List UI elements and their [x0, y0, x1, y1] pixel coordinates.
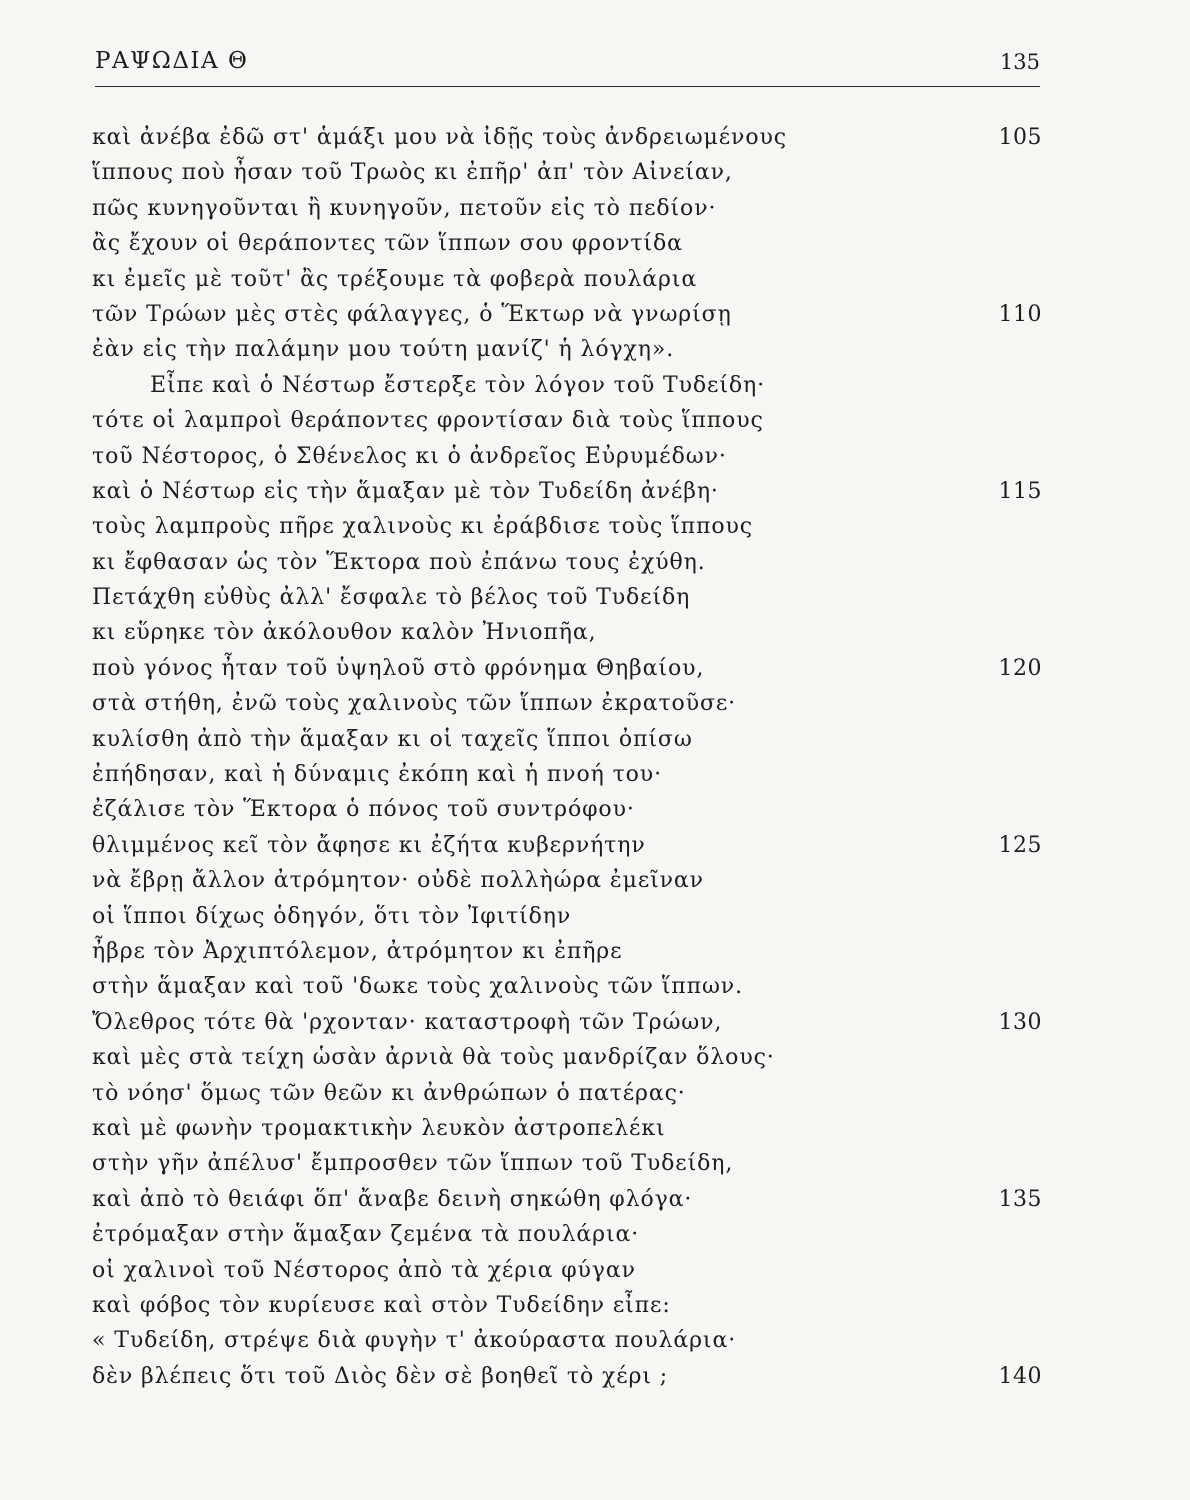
page-number: 135 — [999, 50, 1040, 74]
verse-text: καὶ ἀπὸ τὸ θειάφι ὅπ' ἄναβε δεινὴ σηκώθη φλόγα· — [92, 1186, 693, 1212]
verse-text: κι ἔφθασαν ὡς τὸν Ἕκτορα ποὺ ἐπάνω τους ἐχύθη. — [92, 549, 706, 575]
verse-text: τότε οἱ λαμπροὶ θεράποντες φροντίσαν διὰ τοὺς ἵππους — [92, 408, 764, 434]
verse-text: ἐπήδησαν, καὶ ἡ δύναμις ἐκόπη καὶ ἡ πνοή του· — [92, 762, 662, 788]
verse-line — [0, 1005, 1190, 1040]
verse-line — [0, 474, 1190, 509]
verse-line — [0, 545, 1190, 580]
verse-text: κι ἐμεῖς μὲ τοῦτ' ἂς τρέξουμε τὰ φοβερὰ πουλάρια — [92, 266, 698, 292]
verse-text: στὰ στήθη, ἐνῶ τοὺς χαλινοὺς τῶν ἵππων ἐκρατοῦσε· — [92, 691, 737, 717]
verse-text: τὸ νόησ' ὅμως τῶν θεῶν κι ἀνθρώπων ὁ πατέρας· — [92, 1080, 686, 1106]
line-number: 110 — [998, 301, 1042, 327]
verse-text: καὶ μὲ φωνὴν τρομακτικὴν λευκὸν ἀστροπελέκι — [92, 1115, 666, 1141]
verse-line — [0, 1111, 1190, 1146]
verse-line — [0, 828, 1190, 863]
verse-line — [0, 580, 1190, 615]
verse-text: στὴν γῆν ἀπέλυσ' ἔμπροσθεν τῶν ἵππων τοῦ Τυδείδη, — [92, 1151, 734, 1177]
verse-text: στὴν ἅμαξαν καὶ τοῦ 'δωκε τοὺς χαλινοὺς τῶν ἵππων. — [92, 974, 743, 1000]
verse-line — [0, 439, 1190, 474]
verse-text: ποὺ γόνος ἦταν τοῦ ὑψηλοῦ στὸ φρόνημα Θηβαίου, — [92, 655, 705, 681]
verse-line — [0, 1288, 1190, 1323]
chapter-title: ΡΑΨΩΔΙΑ Θ — [95, 48, 249, 74]
verse-text: ἐτρόμαξαν στὴν ἅμαξαν ζεμένα τὰ πουλάρια· — [92, 1222, 640, 1248]
verse-line — [0, 368, 1190, 403]
verse-line — [0, 1323, 1190, 1358]
verse-line — [0, 1359, 1190, 1394]
verse-text: Εἶπε καὶ ὁ Νέστωρ ἔστερξε τὸν λόγον τοῦ Τυδείδη· — [150, 372, 765, 398]
verse-text: πῶς κυνηγοῦνται ἢ κυνηγοῦν, πετοῦν εἰς τὸ πεδίον· — [92, 195, 717, 221]
verse-line — [0, 509, 1190, 544]
verse-line — [0, 686, 1190, 721]
verse-line — [0, 1217, 1190, 1252]
verse-line — [0, 120, 1190, 155]
verse-text: καὶ ἀνέβα ἐδῶ στ' ἁμάξι μου νὰ ἰδῇς τοὺς ἀνδρειωμένους — [92, 125, 787, 150]
verse-line — [0, 651, 1190, 686]
verse-line — [0, 1040, 1190, 1075]
verse-line — [0, 722, 1190, 757]
verse-line — [0, 155, 1190, 190]
verse-text: κι εὕρηκε τὸν ἀκόλουθον καλὸν Ἠνιοπῆα, — [92, 620, 597, 646]
verse-line — [0, 615, 1190, 650]
line-number: 140 — [998, 1363, 1042, 1389]
verse-text: ἐζάλισε τὸν Ἕκτορα ὁ πόνος τοῦ συντρόφου· — [92, 797, 635, 823]
line-number: 125 — [998, 832, 1042, 858]
verse-line — [0, 934, 1190, 969]
verse-line — [0, 1146, 1190, 1181]
verse-text: ἂς ἔχουν οἱ θεράποντες τῶν ἵππων σου φροντίδα — [92, 231, 683, 257]
verse-text: τοῦ Νέστορος, ὁ Σθένελος κι ὁ ἀνδρεῖος Εὐρυμέδων· — [92, 443, 727, 469]
verse-text: καὶ ὁ Νέστωρ εἰς τὴν ἅμαξαν μὲ τὸν Τυδείδη ἀνέβη· — [92, 478, 719, 504]
verse-line — [0, 262, 1190, 297]
verse-block — [0, 120, 1190, 1394]
line-number: 135 — [998, 1186, 1042, 1212]
verse-line — [0, 1182, 1190, 1217]
verse-text: καὶ μὲς στὰ τείχη ὡσὰν ἀρνιὰ θὰ τοὺς μανδρίζαν ὅλους· — [92, 1045, 775, 1071]
verse-line — [0, 297, 1190, 332]
verse-text: δὲν βλέπεις ὅτι τοῦ Διὸς δὲν σὲ βοηθεῖ τὸ χέρι ; — [92, 1363, 669, 1389]
verse-text: ἦβρε τὸν Ἀρχιπτόλεμον, ἀτρόμητον κι ἐπῆρε — [92, 938, 623, 964]
verse-text: Πετάχθη εὐθὺς ἀλλ' ἔσφαλε τὸ βέλος τοῦ Τυδείδη — [92, 585, 691, 611]
line-number: 130 — [998, 1009, 1042, 1035]
verse-line — [0, 969, 1190, 1004]
verse-text: τοὺς λαμπροὺς πῆρε χαλινοὺς κι ἐράβδισε τοὺς ἵππους — [92, 514, 754, 540]
line-number: 120 — [998, 655, 1042, 681]
verse-text: θλιμμένος κεῖ τὸν ἄφησε κι ἐζήτα κυβερνήτην — [92, 832, 646, 858]
verse-line — [0, 332, 1190, 367]
verse-text: νὰ ἔβρῃ ἄλλον ἀτρόμητον· οὐδὲ πολλὴώρα ἐμεῖναν — [92, 868, 704, 894]
verse-line — [0, 757, 1190, 792]
verse-line — [0, 403, 1190, 438]
verse-line — [0, 1253, 1190, 1288]
verse-text: Ὄλεθρος τότε θὰ 'ρχονταν· καταστροφὴ τῶν Τρώων, — [92, 1009, 723, 1035]
verse-line — [0, 792, 1190, 827]
running-header — [95, 46, 1040, 87]
verse-text: « Τυδείδη, στρέψε διὰ φυγὴν τ' ἀκούραστα πουλάρια· — [92, 1328, 737, 1354]
verse-line — [0, 1076, 1190, 1111]
verse-text: οἱ χαλινοὶ τοῦ Νέστορος ἀπὸ τὰ χέρια φύγαν — [92, 1257, 636, 1283]
verse-line — [0, 863, 1190, 898]
verse-text: καὶ φόβος τὸν κυρίευσε καὶ στὸν Τυδείδην εἶπε: — [92, 1292, 671, 1318]
verse-text: τῶν Τρώων μὲς στὲς φάλαγγες, ὁ Ἕκτωρ νὰ γνωρίσῃ — [92, 301, 732, 327]
verse-line — [0, 191, 1190, 226]
verse-line — [0, 226, 1190, 261]
verse-text: οἱ ἵπποι δίχως ὁδηγόν, ὅτι τὸν Ἰφιτίδην — [92, 903, 572, 929]
verse-line — [0, 899, 1190, 934]
line-number: 105 — [998, 125, 1042, 150]
verse-text: ἵππους ποὺ ἦσαν τοῦ Τρωὸς κι ἐπῆρ' ἀπ' τὸν Αἰνείαν, — [92, 160, 733, 186]
line-number: 115 — [998, 478, 1042, 504]
verse-text: κυλίσθη ἀπὸ τὴν ἅμαξαν κι οἱ ταχεῖς ἵπποι ὀπίσω — [92, 726, 693, 752]
verse-text: ἐὰν εἰς τὴν παλάμην μου τούτη μανίζ' ἡ λόγχη». — [92, 337, 675, 363]
